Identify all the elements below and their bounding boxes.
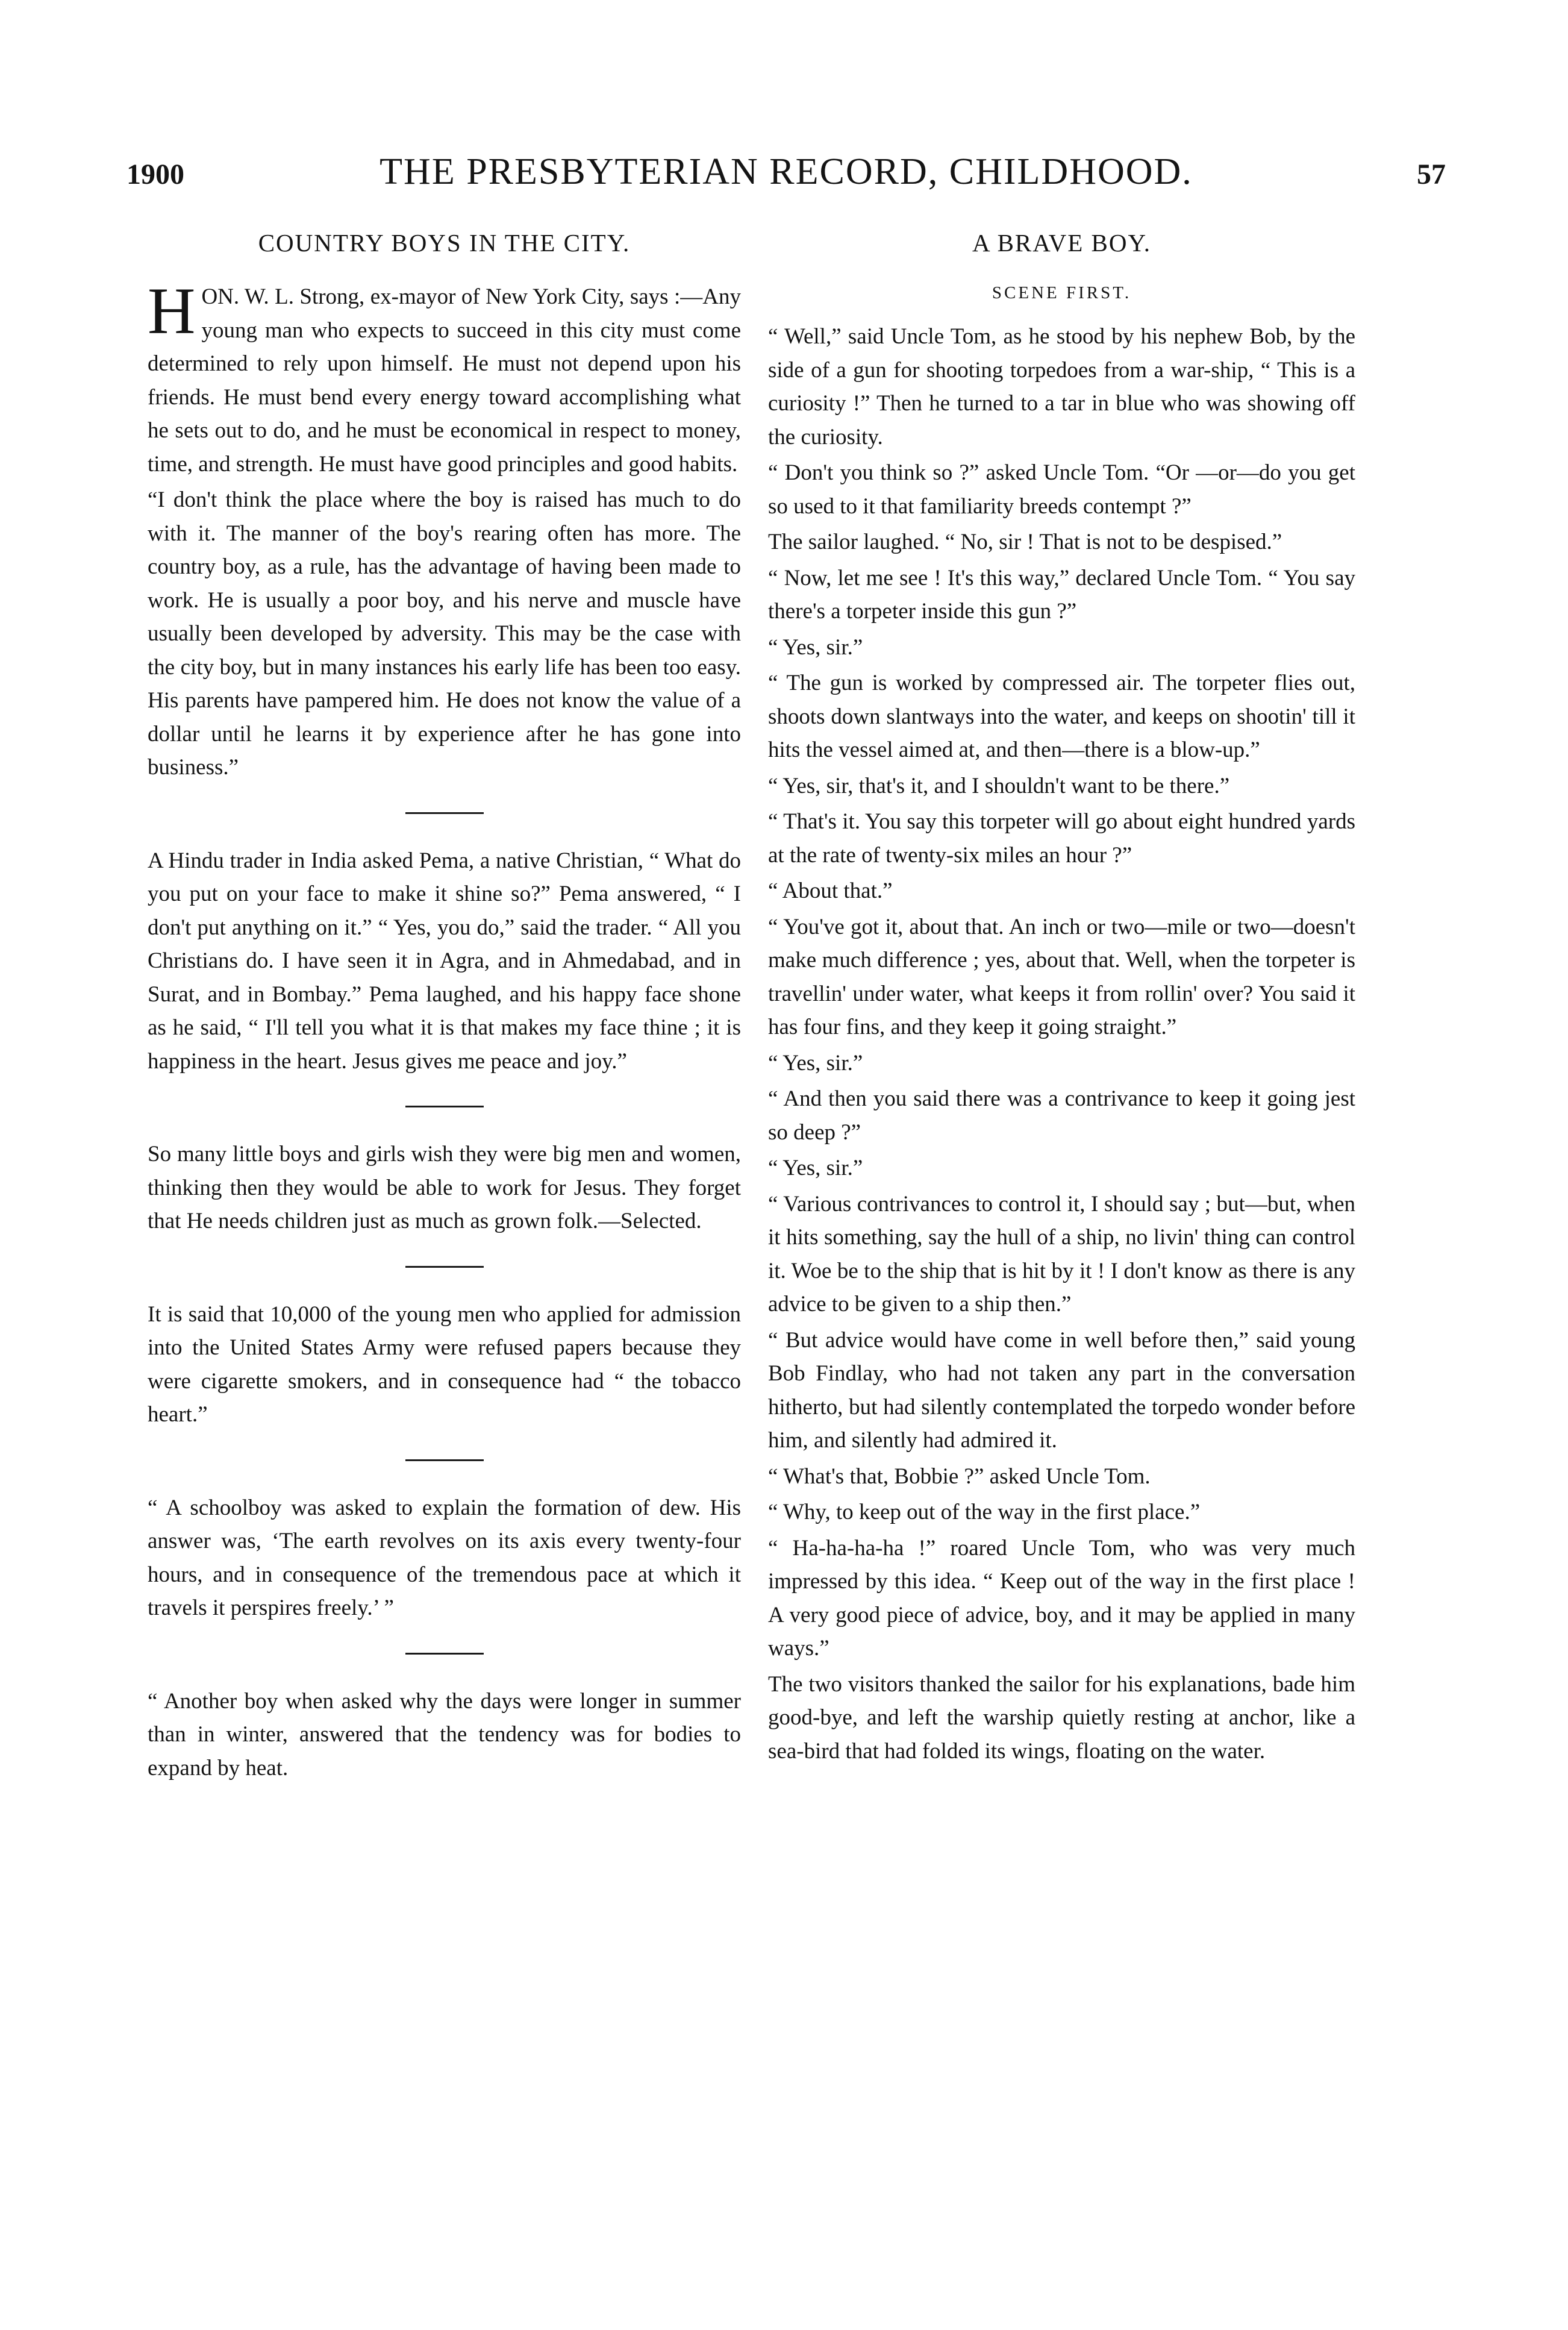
article-paragraph: “I don't think the place where the boy is raised has much to do with it. The manner of the boy's rearing often has more. The country boy, as a rule, has the advantage of having been made to work. He is usually a poor boy, and his nerve and muscle have usually been developed by adversity. This may be the case with the city boy, but in many instances his early life has been too easy. His parents have pampered him. He does not know the value of a dollar until he learns it by experience after he has gone into business.” bbox=[148, 487, 741, 780]
article-paragraph: A Hindu trader in India asked Pema, a native Christian, “ What do you put on your face to make it shine so?” Pema answered, “ I don't put anything on it.” “ Yes, you do,” said the trader. “ All you Christians do. I have seen it in Agra, and in Ahmedabad, and in Surat, and in Bombay.” Pema laughed, and his happy face shone as he said, “ I'll tell you what it is that makes my face thine ; it is happiness in the heart. Jesus gives me peace and joy.” bbox=[148, 848, 741, 1074]
story-paragraph: “ Yes, sir.” bbox=[768, 1050, 863, 1076]
story-paragraph: “ Yes, sir.” bbox=[768, 1156, 863, 1180]
story-paragraph: “ About that.” bbox=[768, 878, 893, 903]
article-paragraph: “ Another boy when asked why the days were longer in summer than in winter, answered that the tendency was for bodies to expand by heat. bbox=[148, 1688, 741, 1780]
story-paragraph: “ The gun is worked by compressed air. The torpeter flies out, shoots down slantways into the water, and keeps on shootin' till it hits the vessel aimed at, and then—there is a blow-up.” bbox=[768, 671, 1355, 762]
paragraph-text: ON. W. L. Strong, ex-mayor of New York City, says :—Any young man who expects to succeed in this city must come determined to rely upon himself. He must not depend upon his friends. He must bend every energy toward accomplishing what he sets out to do, and he must be economical in respect to money, time, and strength. He must have good principles and good habits. bbox=[148, 284, 741, 477]
story-subheading: SCENE FIRST. bbox=[992, 283, 1132, 302]
story-body bbox=[768, 320, 1355, 1768]
story-paragraph: “ Why, to keep out of the way in the first place.” bbox=[768, 1500, 1201, 1524]
story-paragraph: “ Well,” said Uncle Tom, as he stood by his nephew Bob, by the side of a gun for shooting torpedoes from a war-ship, “ This is a curiosity !” Then he turned to a tar in blue who was showing off the curiosity. bbox=[768, 324, 1355, 449]
article-paragraph: So many little boys and girls wish they were big men and women, thinking then they would be able to work for Jesus. They forget that He needs children just as much as grown folk.—Selected. bbox=[148, 1142, 741, 1233]
right-column bbox=[768, 226, 1355, 1768]
story-paragraph: “ Ha-ha-ha-ha !” roared Uncle Tom, who was very much impressed by this idea. “ Keep out of the way in the first place ! A very good piece of advice, boy, and it may be applied in many ways.” bbox=[768, 1535, 1355, 1661]
section-divider bbox=[405, 812, 484, 814]
story-paragraph: “ You've got it, about that. An inch or two—mile or two—doesn't make much difference ; yes, about that. Well, when the torpeter is travellin' under water, what keeps it from rollin' over? You said it has four fins, and they keep it going straight.” bbox=[768, 914, 1355, 1039]
story-paragraph: “ What's that, Bobbie ?” asked Uncle Tom. bbox=[768, 1464, 1151, 1489]
article-paragraph: It is said that 10,000 of the young men who applied for admission into the United States Army were refused papers because they were cigarette smokers, and in consequence had “ the tobacco heart.” bbox=[148, 1301, 741, 1427]
article-paragraph: “ A schoolboy was asked to explain the formation of dew. His answer was, ‘The earth revolves on its axis every twenty-four hours, and in consequence of the tremendous pace at which it travels it perspires freely.’ ” bbox=[148, 1495, 741, 1620]
story-paragraph: “ That's it. You say this torpeter will go about eight hundred yards at the rate of twenty-six miles an hour ?” bbox=[768, 809, 1355, 868]
article-heading: COUNTRY BOYS IN THE CITY. bbox=[258, 229, 631, 257]
story-paragraph: “ Don't you think so ?” asked Uncle Tom. “Or —or—do you get so used to it that familiarity breeds contempt ?” bbox=[768, 460, 1355, 519]
story-paragraph: “ Yes, sir.” bbox=[768, 634, 863, 660]
story-paragraph: The sailor laughed. “ No, sir ! That is not to be despised.” bbox=[768, 530, 1282, 554]
section-divider bbox=[405, 1106, 484, 1107]
story-paragraph: “ Various contrivances to control it, I should say ; but—but, when it hits something, say the hull of a ship, no livin' thing can control it. Woe be to the ship that is hit by it ! I don't know as there is any advice to be given to a ship then.” bbox=[768, 1191, 1355, 1317]
article-paragraph bbox=[148, 274, 741, 481]
story-paragraph: “ Now, let me see ! It's this way,” declared Uncle Tom. “ You say there's a torpeter inside this gun ?” bbox=[768, 565, 1355, 624]
page-title: THE PRESBYTERIAN RECORD, CHILDHOOD. bbox=[380, 151, 1193, 192]
section-divider bbox=[405, 1653, 484, 1655]
page-year: 1900 bbox=[127, 158, 184, 190]
section-divider bbox=[405, 1266, 484, 1268]
page-header bbox=[127, 151, 1446, 208]
story-paragraph: “ And then you said there was a contrivance to keep it going jest so deep ?” bbox=[768, 1086, 1355, 1145]
left-column bbox=[148, 226, 741, 1785]
page-number: 57 bbox=[1417, 158, 1446, 190]
story-paragraph: “ Yes, sir, that's it, and I shouldn't want to be there.” bbox=[768, 773, 1230, 798]
story-paragraph: “ But advice would have come in well before then,” said young Bob Findlay, who had not taken any part in the conversation hitherto, but had silently contemplated the torpedo wonder before him, and silently had admired it. bbox=[768, 1327, 1355, 1453]
story-paragraph: The two visitors thanked the sailor for his explanations, bade him good-bye, and left the warship quietly resting at anchor, like a sea-bird that had folded its wings, floating on the water. bbox=[768, 1671, 1355, 1764]
drop-cap: H bbox=[148, 274, 196, 348]
story-heading: A BRAVE BOY. bbox=[972, 229, 1152, 257]
section-divider bbox=[405, 1459, 484, 1461]
